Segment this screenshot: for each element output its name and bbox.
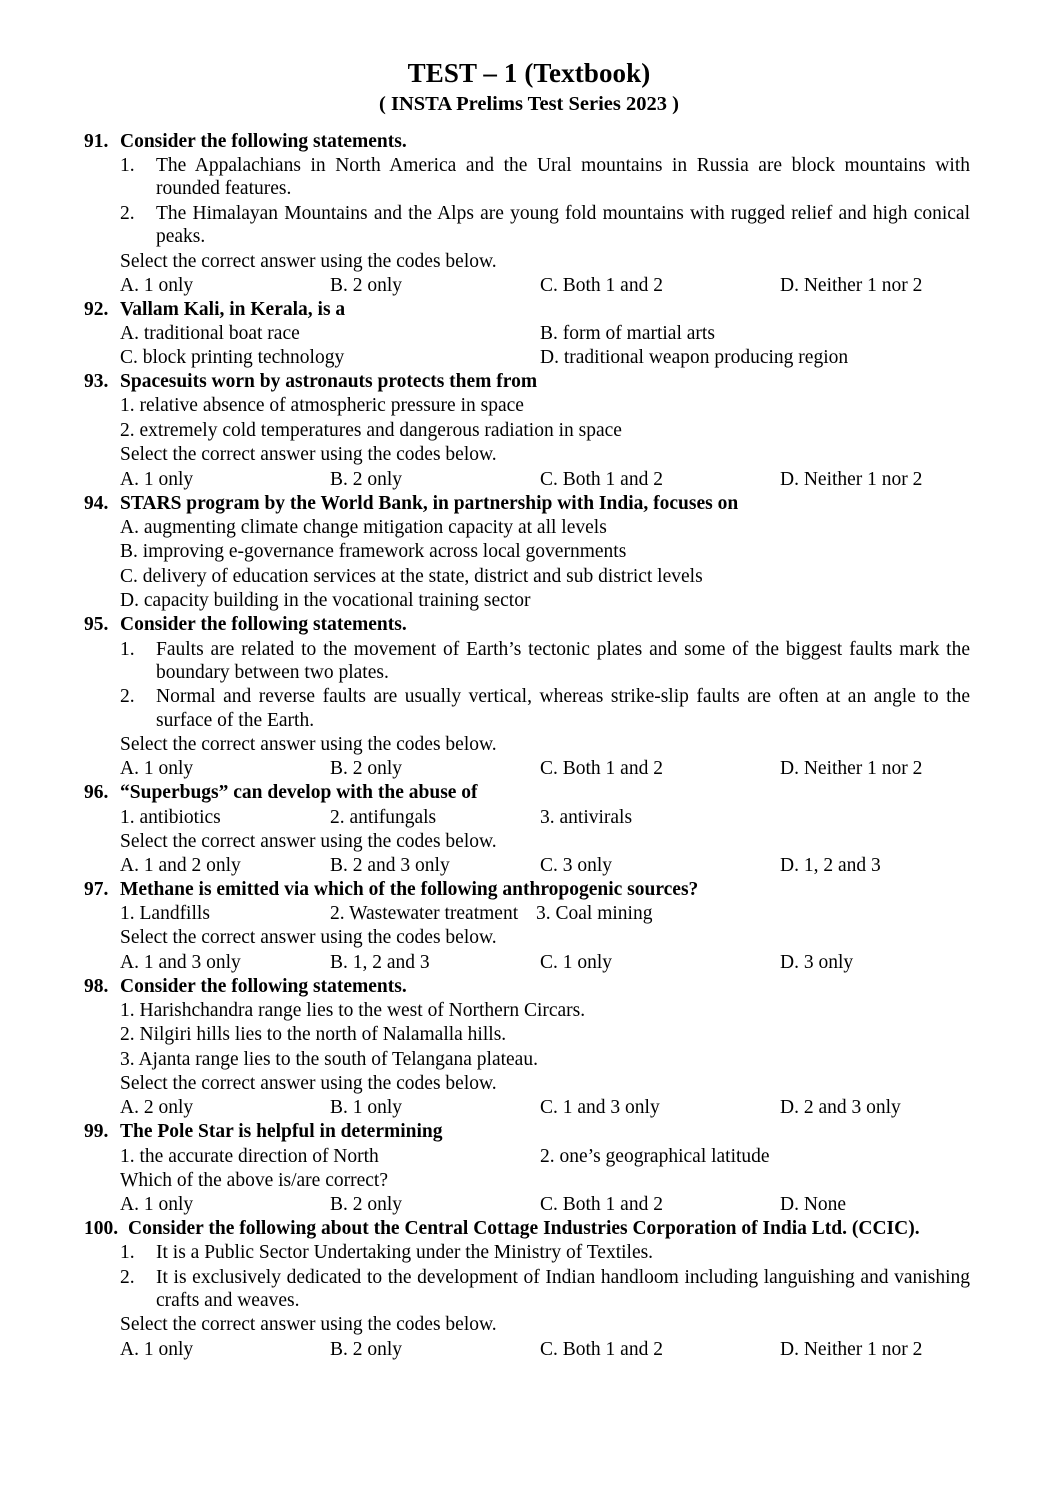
option-a[interactable]: A. 2 only xyxy=(120,1097,194,1119)
question-91 xyxy=(84,130,970,297)
select-codes-line: Select the correct answer using the codes below. xyxy=(120,830,497,852)
question-heading xyxy=(84,975,970,998)
statement-text: Faults are related to the movement of Earth’s tectonic plates and some of the biggest faults mark the boundary between two plates. xyxy=(156,638,970,683)
select-codes-line: Select the correct answer using the codes below. xyxy=(120,444,497,466)
question-heading xyxy=(84,298,970,321)
question-number: 97. xyxy=(84,879,109,901)
option-a[interactable]: A. 1 only xyxy=(120,1194,194,1216)
document-header xyxy=(0,0,1058,117)
option-a[interactable]: A. 1 only xyxy=(120,274,194,296)
option-b[interactable]: B. form of martial arts xyxy=(540,323,715,345)
statement-text: The Appalachians in North America and the Ural mountains in Russia are block mountains with rounded features. xyxy=(156,155,970,200)
statement-item xyxy=(120,1145,379,1168)
option-c[interactable]: C. Both 1 and 2 xyxy=(540,468,663,490)
option-c[interactable]: C. Both 1 and 2 xyxy=(540,1338,663,1360)
question-stem: Consider the following statements. xyxy=(120,130,407,152)
statement-item xyxy=(536,902,652,925)
which-correct-line: Which of the above is/are correct? xyxy=(120,1169,388,1191)
page-subtitle: ( INSTA Prelims Test Series 2023 ) xyxy=(379,93,679,116)
statement-text: one’s geographical latitude xyxy=(559,1145,770,1167)
question-97 xyxy=(84,878,970,974)
options-row xyxy=(84,757,970,780)
option-b[interactable]: B. 2 only xyxy=(330,274,403,296)
question-95 xyxy=(84,613,970,780)
statement-item xyxy=(84,419,970,442)
option-c[interactable]: C. 3 only xyxy=(540,855,613,877)
question-number: 92. xyxy=(84,298,109,320)
statement-number: 2. xyxy=(120,686,135,708)
statement-text: relative absence of atmospheric pressure in space xyxy=(139,395,524,417)
question-number: 100. xyxy=(84,1218,119,1240)
statement-number: 2. xyxy=(120,1266,135,1288)
statement-text: It is exclusively dedicated to the development of Indian handloom including languishing and vanishing crafts and weaves. xyxy=(156,1266,970,1312)
statement-text: antibiotics xyxy=(139,806,221,828)
option-d[interactable]: D. Neither 1 nor 2 xyxy=(780,468,923,490)
option-a[interactable]: A. 1 only xyxy=(120,758,194,780)
select-codes-line: Select the correct answer using the codes below. xyxy=(120,1073,497,1095)
option-a[interactable]: A. 1 and 2 only xyxy=(120,855,241,877)
statement-number: 2. xyxy=(330,903,345,925)
option-a[interactable]: A. 1 and 3 only xyxy=(120,951,241,973)
questions-list xyxy=(0,130,1058,1361)
select-codes-line: Select the correct answer using the codes below. xyxy=(120,927,497,949)
statement-number: 2. xyxy=(330,806,345,828)
statement-text: Normal and reverse faults are usually vertical, whereas strike-slip faults are often at an angle to the surface of the Earth. xyxy=(156,686,970,731)
statement-item xyxy=(330,902,518,925)
option-c[interactable]: C. Both 1 and 2 xyxy=(540,758,663,780)
question-number: 94. xyxy=(84,492,109,514)
page-title: TEST – 1 (Textbook) xyxy=(407,58,651,88)
statement-number: 3. xyxy=(120,1048,135,1070)
statement-item xyxy=(540,1145,770,1168)
option-b[interactable]: B. 2 only xyxy=(330,468,403,490)
question-stem: Consider the following statements. xyxy=(120,975,407,997)
option-c[interactable]: C. Both 1 and 2 xyxy=(540,274,663,296)
question-heading xyxy=(84,613,970,636)
question-stem: Methane is emitted via which of the following anthropogenic sources? xyxy=(120,879,699,901)
option-d[interactable]: D. Neither 1 nor 2 xyxy=(780,1338,923,1360)
option-a[interactable]: A. 1 only xyxy=(120,1338,194,1360)
option-d[interactable]: D. 1, 2 and 3 xyxy=(780,855,881,877)
statement-number: 1. xyxy=(120,1145,135,1167)
question-heading xyxy=(84,130,970,153)
option-b[interactable]: B. 1 only xyxy=(330,1097,403,1119)
statement-item xyxy=(84,1241,970,1264)
statement-number: 1. xyxy=(120,395,135,417)
question-number: 96. xyxy=(84,782,109,804)
options-row xyxy=(84,1338,970,1361)
question-93 xyxy=(84,370,970,490)
statement-item xyxy=(540,806,632,829)
statement-number: 1. xyxy=(120,903,135,925)
question-number: 93. xyxy=(84,371,109,393)
options-row xyxy=(84,346,970,369)
statement-text: The Himalayan Mountains and the Alps are young fold mountains with rugged relief and high conical peaks. xyxy=(156,202,970,248)
question-heading xyxy=(84,1217,970,1240)
option-b[interactable]: B. 2 only xyxy=(330,1194,403,1216)
question-heading xyxy=(84,370,970,393)
options-row xyxy=(84,274,970,297)
question-stem: “Superbugs” can develop with the abuse of xyxy=(120,782,478,804)
option-c[interactable]: C. 1 only xyxy=(540,951,613,973)
statement-text: antifungals xyxy=(349,806,437,828)
option-d[interactable]: D. Neither 1 nor 2 xyxy=(780,758,923,780)
statement-number: 1. xyxy=(120,806,135,828)
option-d[interactable]: D. capacity building in the vocational training sector xyxy=(120,589,531,611)
question-stem: Consider the following statements. xyxy=(120,614,407,636)
question-number: 95. xyxy=(84,614,109,636)
question-stem: STARS program by the World Bank, in partnership with India, focuses on xyxy=(120,492,739,514)
statement-number: 2. xyxy=(120,202,135,224)
statement-item xyxy=(84,202,970,249)
question-stem: Vallam Kali, in Kerala, is a xyxy=(120,298,346,320)
statements-row xyxy=(84,902,970,925)
option-d[interactable]: D. 3 only xyxy=(780,951,854,973)
statement-text: Wastewater treatment xyxy=(349,903,519,925)
question-98 xyxy=(84,975,970,1120)
select-codes-line: Select the correct answer using the codes below. xyxy=(120,734,497,756)
question-92 xyxy=(84,298,970,369)
option-a[interactable]: A. 1 only xyxy=(120,468,194,490)
question-number: 91. xyxy=(84,130,109,152)
statement-text: Nilgiri hills lies to the north of Nalamalla hills. xyxy=(139,1024,507,1046)
option-b[interactable]: B. 2 and 3 only xyxy=(330,855,450,877)
question-number: 98. xyxy=(84,975,109,997)
option-d[interactable]: D. Neither 1 nor 2 xyxy=(780,274,923,296)
statement-number: 3. xyxy=(536,903,551,925)
option-b[interactable]: B. 1, 2 and 3 xyxy=(330,951,430,973)
question-stem: Spacesuits worn by astronauts protects them from xyxy=(120,371,538,393)
question-number: 99. xyxy=(84,1121,109,1143)
options-row xyxy=(84,951,970,974)
statement-text: Ajanta range lies to the south of Telangana plateau. xyxy=(138,1048,538,1070)
option-c[interactable]: C. block printing technology xyxy=(120,347,345,369)
question-stem: The Pole Star is helpful in determining xyxy=(120,1121,443,1143)
statement-text: Coal mining xyxy=(555,903,653,925)
option-b[interactable]: B. 2 only xyxy=(330,1338,403,1360)
statement-text: Landfills xyxy=(139,903,210,925)
statement-text: the accurate direction of North xyxy=(139,1145,379,1167)
option-c[interactable]: C. delivery of education services at the state, district and sub district levels xyxy=(120,565,703,587)
option-a[interactable]: A. augmenting climate change mitigation capacity at all levels xyxy=(120,516,607,538)
statement-text: antivirals xyxy=(559,806,633,828)
statement-item xyxy=(84,638,970,685)
statement-item xyxy=(330,806,436,829)
option-d[interactable]: D. traditional weapon producing region xyxy=(540,347,849,369)
statement-number: 1. xyxy=(120,155,135,177)
question-heading xyxy=(84,1120,970,1143)
statement-item xyxy=(84,999,970,1022)
statement-number: 1. xyxy=(120,638,135,660)
option-d[interactable]: D. 2 and 3 only xyxy=(780,1097,901,1119)
option-b[interactable]: B. improving e-governance framework across local governments xyxy=(120,541,627,563)
question-heading xyxy=(84,781,970,804)
option-b[interactable]: B. 2 only xyxy=(330,758,403,780)
statement-number: 1. xyxy=(120,1242,135,1264)
option-d[interactable]: D. None xyxy=(780,1194,847,1216)
statement-number: 1. xyxy=(120,999,135,1021)
question-99 xyxy=(84,1120,970,1216)
options-row xyxy=(84,322,970,345)
statements-row xyxy=(84,806,970,829)
statement-number: 2. xyxy=(540,1145,555,1167)
question-stem: Consider the following about the Central Cottage Industries Corporation of India Ltd. (CCIC). xyxy=(128,1218,920,1240)
statement-item xyxy=(84,154,970,201)
statement-item xyxy=(84,685,970,732)
statement-item xyxy=(120,902,210,925)
statement-item xyxy=(84,1266,970,1313)
statement-number: 3. xyxy=(540,806,555,828)
statements-row xyxy=(84,1145,970,1168)
statement-text: Harishchandra range lies to the west of Northern Circars. xyxy=(139,999,586,1021)
statement-item xyxy=(84,394,970,417)
statement-item xyxy=(84,1023,970,1046)
question-heading xyxy=(84,878,970,901)
statement-text: extremely cold temperatures and dangerous radiation in space xyxy=(139,419,622,441)
options-row xyxy=(84,468,970,491)
option-c[interactable]: C. 1 and 3 only xyxy=(540,1097,660,1119)
options-row xyxy=(84,1096,970,1119)
question-100 xyxy=(84,1217,970,1361)
options-row xyxy=(84,1193,970,1216)
statement-item xyxy=(120,806,221,829)
question-heading xyxy=(84,492,970,515)
statement-item xyxy=(84,1048,970,1071)
question-94 xyxy=(84,492,970,613)
option-a[interactable]: A. traditional boat race xyxy=(120,323,300,345)
statement-number: 2. xyxy=(120,419,135,441)
select-codes-line: Select the correct answer using the codes below. xyxy=(120,1314,497,1336)
options-row xyxy=(84,854,970,877)
statement-number: 2. xyxy=(120,1024,135,1046)
question-96 xyxy=(84,781,970,877)
select-codes-line: Select the correct answer using the codes below. xyxy=(120,250,497,272)
option-c[interactable]: C. Both 1 and 2 xyxy=(540,1194,663,1216)
statement-text: It is a Public Sector Undertaking under the Ministry of Textiles. xyxy=(156,1242,654,1264)
